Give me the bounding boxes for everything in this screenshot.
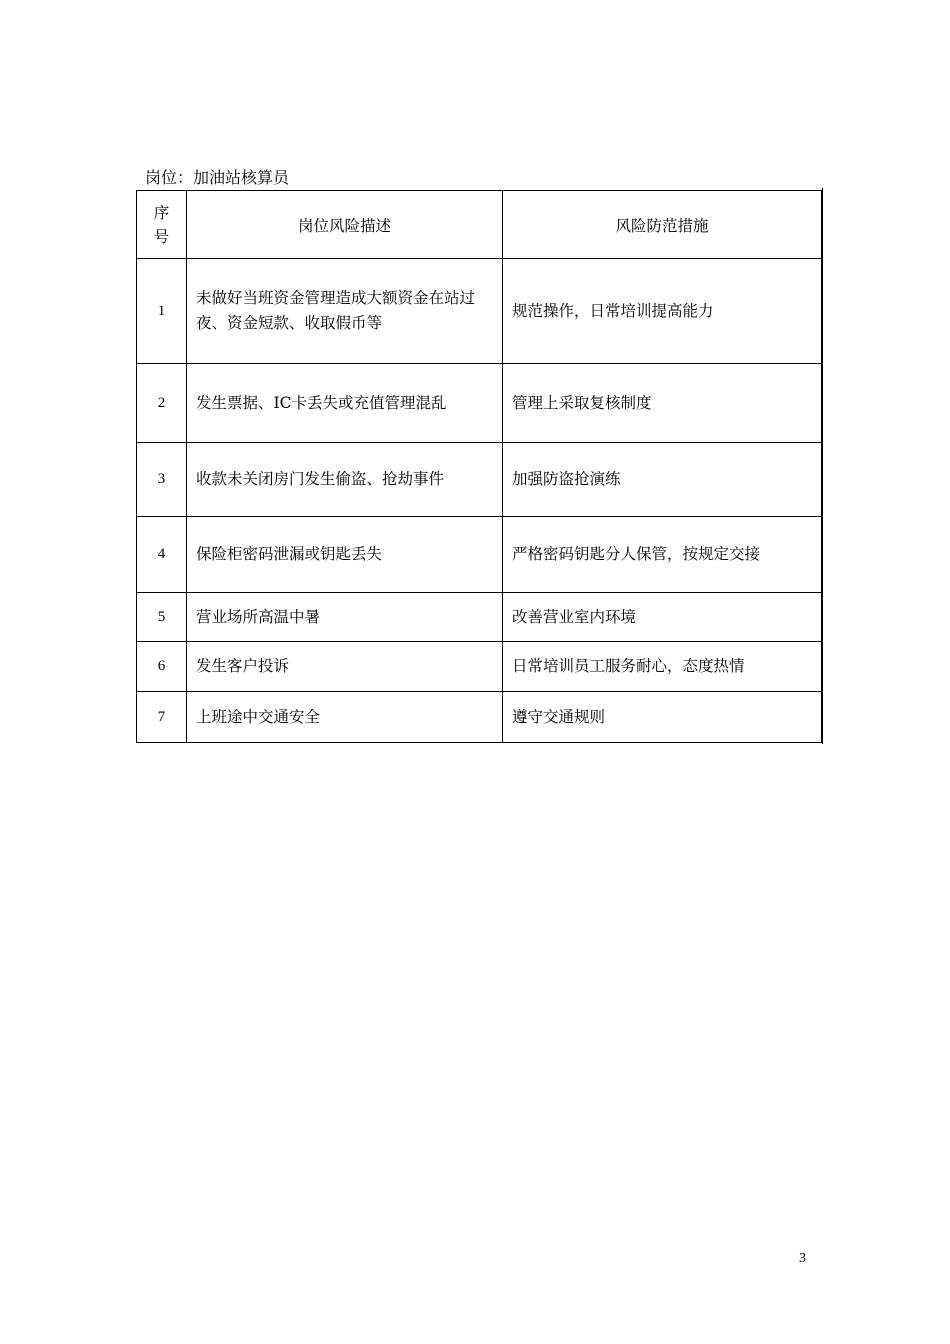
row-number: 7: [137, 692, 187, 743]
row-measures: 严格密码钥匙分人保管，按规定交接: [503, 517, 822, 593]
table-row: [137, 443, 822, 517]
row-measures: 遵守交通规则: [503, 692, 822, 743]
row-number: 3: [137, 443, 187, 517]
row-description: 未做好当班资金管理造成大额资金在站过夜、资金短款、收取假币等: [187, 259, 503, 364]
row-number: 1: [137, 259, 187, 364]
row-description: 发生客户投诉: [187, 642, 503, 692]
row-measures: 管理上采取复核制度: [503, 364, 822, 443]
table-header-row: [137, 191, 822, 259]
header-risk-description: 岗位风险描述: [187, 191, 503, 259]
table-row: [137, 692, 822, 743]
header-serial-line1: 序: [153, 203, 170, 222]
row-description: 发生票据、IC卡丢失或充值管理混乱: [187, 364, 503, 443]
table-row: [137, 517, 822, 593]
row-measures: 加强防盗抢演练: [503, 443, 822, 517]
header-serial-number: [137, 191, 187, 259]
table-row: [137, 593, 822, 642]
table-row: [137, 642, 822, 692]
header-risk-measures: 风险防范措施: [503, 191, 822, 259]
header-serial-line2: 号: [153, 227, 170, 246]
row-description: 收款未关闭房门发生偷盗、抢劫事件: [187, 443, 503, 517]
row-measures: 规范操作，日常培训提高能力: [503, 259, 822, 364]
table-row: [137, 364, 822, 443]
row-measures: 日常培训员工服务耐心，态度热情: [503, 642, 822, 692]
row-description: 保险柜密码泄漏或钥匙丢失: [187, 517, 503, 593]
page-caption: 岗位：加油站核算员: [145, 168, 290, 187]
row-description: 上班途中交通安全: [187, 692, 503, 743]
row-number: 5: [137, 593, 187, 642]
table-right-rule: [822, 188, 823, 744]
row-description: 营业场所高温中暑: [187, 593, 503, 642]
page-number: 3: [799, 1251, 806, 1266]
risk-table: [136, 190, 822, 743]
row-number: 6: [137, 642, 187, 692]
row-measures: 改善营业室内环境: [503, 593, 822, 642]
row-number: 4: [137, 517, 187, 593]
row-number: 2: [137, 364, 187, 443]
table-row: [137, 259, 822, 364]
